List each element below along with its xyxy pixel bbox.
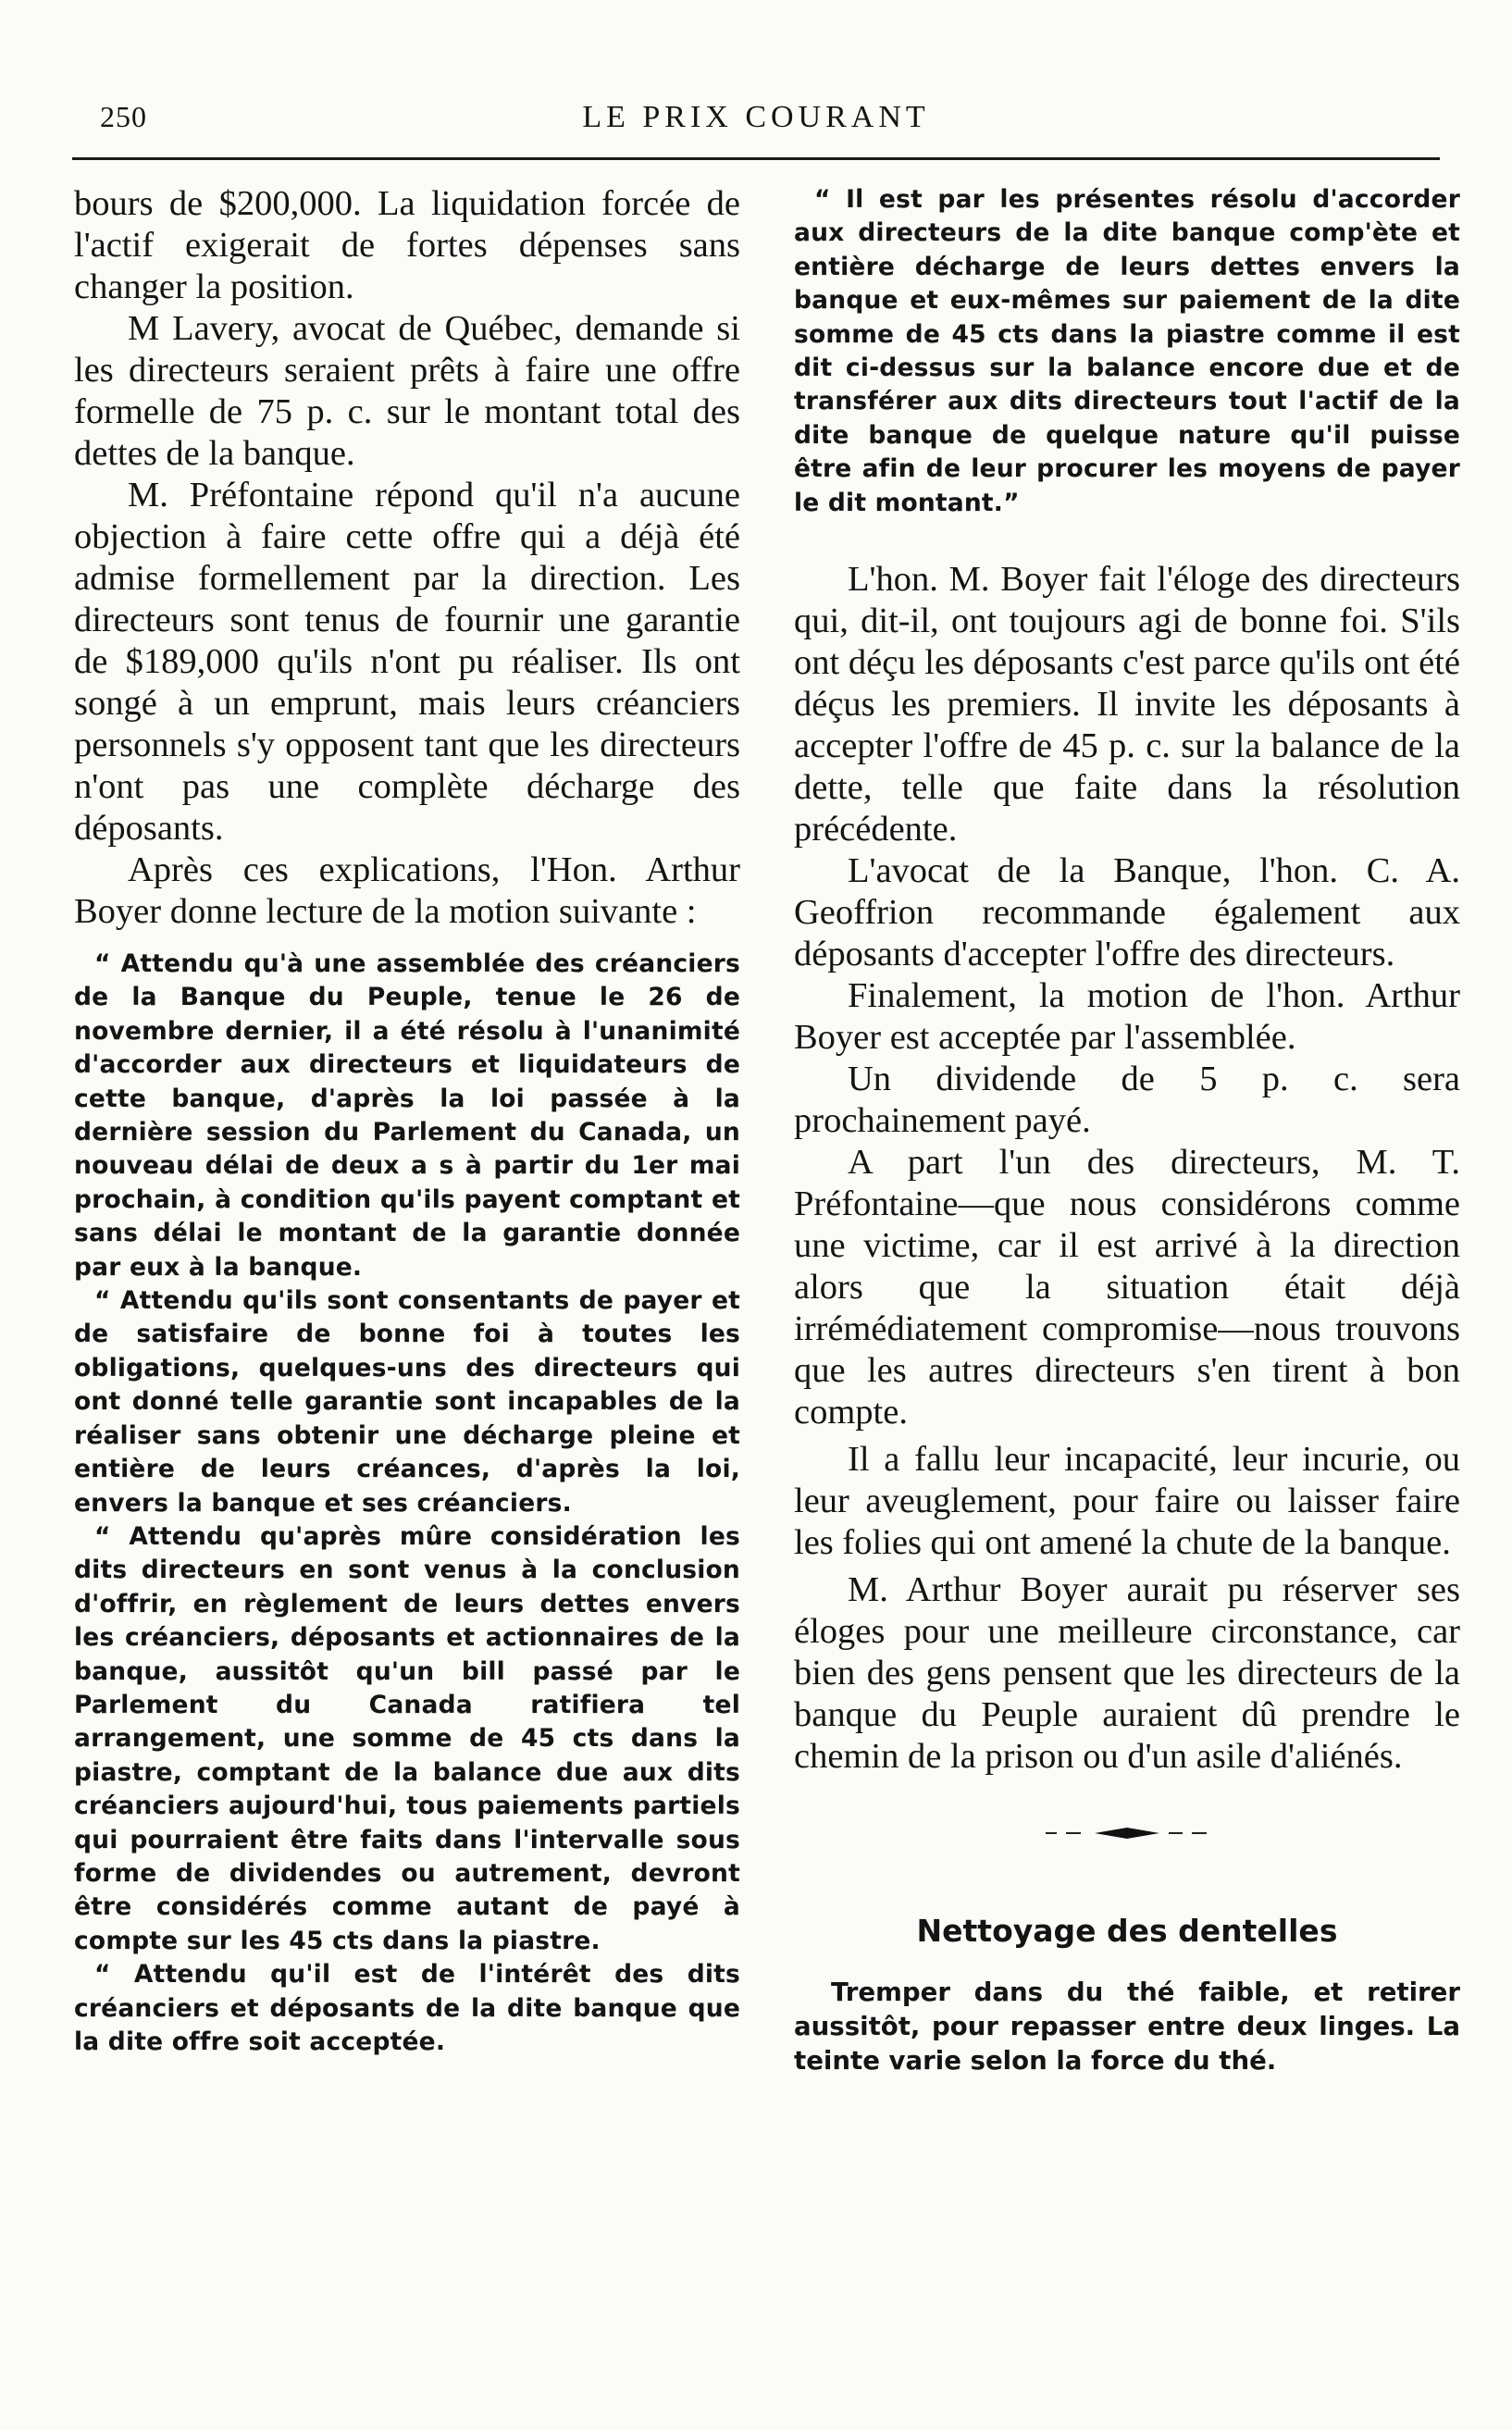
- page-number: 250: [100, 100, 147, 133]
- quoted-resolution: “ Il est par les présentes résolu d'accorder aux directeurs de la dite banque comp'ète et entière décharge de leurs dettes envers la banque et eux-mêmes sur paiement de la dite somme de 45 cts dans la piastre comme il est dit ci-dessus sur la balance encore due et de transférer aux dits directeurs tout l'actif de la dite banque de quelque nature qu'il puisse être afin de leur procurer les moyens de payer le dit montant.”: [794, 185, 1460, 517]
- right-column: [794, 183, 1460, 2077]
- paragraph: M. Préfontaine répond qu'il n'a aucune objection à faire cette offre qui a déjà été admise formellement par la direction. Les directeurs sont tenus de fournir une garantie de $189,000 qu'ils n'ont pu réaliser. Ils ont songé à un emprunt, mais leurs créanciers personnels s'y opposent tant que les directeurs n'ont pas une complète décharge des déposants.: [74, 476, 740, 848]
- paragraph: Finalement, la motion de l'hon. Arthur Boyer est acceptée par l'assemblée.: [794, 976, 1460, 1058]
- quoted-clause: “ Attendu qu'à une assemblée des créanciers de la Banque du Peuple, tenue le 26 de novembre dernier, il a été résolu à l'unanimité d'accorder aux directeurs et liquidateurs de cette banque, d'après la loi passée à la dernière session du Parlement du Canada, un nouveau délai de deux a s à partir du 1er mai prochain, à condition qu'ils payent comptant et sans délai le montant de la garantie donnée par eux à la banque.: [74, 949, 740, 1282]
- left-column: [74, 183, 740, 2059]
- paragraph: A part l'un des directeurs, M. T. Préfontaine—que nous considérons comme une victime, car il est arrivé à la direction alors que la situation était déjà irrémédiatement compromise—nous trouvons que les autres directeurs s'en tirent à bon compte.: [794, 1143, 1460, 1432]
- paragraph: Il a fallu leur incapacité, leur incurie, ou leur aveuglement, pour faire ou laisser faire les folies qui ont amené la chute de la banque.: [794, 1440, 1460, 1563]
- paragraph: M Lavery, avocat de Québec, demande si les directeurs seraient prêts à faire une offre formelle de 75 p. c. sur le montant total des dettes de la banque.: [74, 309, 740, 473]
- section-separator: [794, 1805, 1460, 1861]
- ornament-dash-icon: [1044, 1824, 1210, 1842]
- running-title: LE PRIX COURANT: [582, 100, 930, 134]
- quoted-clause: “ Attendu qu'il est de l'intérêt des dits créanciers et déposants de la dite banque que la dite offre soit acceptée.: [74, 1960, 740, 2056]
- paragraph: Un dividende de 5 p. c. sera prochainement payé.: [794, 1060, 1460, 1141]
- quoted-clause: “ Attendu qu'ils sont consentants de payer et de satisfaire de bonne foi à toutes les obligations, quelques-uns des directeurs qui ont donné telle garantie sont incapables de la réaliser sans obtenir une décharge pleine et entière de leurs créances, d'après la loi, envers la banque et ses créanciers.: [74, 1286, 740, 1518]
- paragraph: Après ces explications, l'Hon. Arthur Boyer donne lecture de la motion suivante :: [74, 850, 740, 931]
- paragraph: M. Arthur Boyer aurait pu réserver ses éloges pour une meilleure circonstance, car bien des gens pensent que les directeurs de la banque du Peuple auraient dû prendre le chemin de la prison ou d'un asile d'aliénés.: [794, 1570, 1460, 1777]
- header-rule: [72, 157, 1440, 160]
- paragraph: L'avocat de la Banque, l'hon. C. A. Geoffrion recommande également aux déposants d'accepter l'offre des directeurs.: [794, 851, 1460, 974]
- quoted-clause: “ Attendu qu'après mûre considération les dits directeurs en sont venus à la conclusion d'offrir, en règlement de leurs dettes envers les créanciers, déposants et actionnaires de la banque, aussitôt qu'un bill passé par le Parlement du Canada ratifiera tel arrangement, une somme de 45 cts dans la piastre, comptant de la balance due aux dits créanciers aujourd'hui, tous paiements partiels qui pourraient être faits dans l'intervalle sous forme de dividendes ou autrement, devront être considérés comme autant de payé à compte sur les 45 cts dans la piastre.: [74, 1521, 740, 1955]
- page-header: [72, 100, 1440, 148]
- section-title: Nettoyage des dentelles: [916, 1913, 1338, 1950]
- section-text: Tremper dans du thé faible, et retirer aussitôt, pour repasser entre deux linges. La teinte varie selon la force du thé.: [794, 1977, 1460, 2077]
- paragraph: L'hon. M. Boyer fait l'éloge des directeurs qui, dit-il, ont toujours agi de bonne foi. S'ils ont déçu les déposants c'est parce qu'ils ont été déçus les premiers. Il invite les déposants à accepter l'offre de 45 p. c. sur la balance de la dette, telle que faite dans la résolution précédente.: [794, 560, 1460, 849]
- paragraph: bours de $200,000. La liquidation forcée de l'actif exigerait de fortes dépenses sans changer la position.: [74, 184, 740, 306]
